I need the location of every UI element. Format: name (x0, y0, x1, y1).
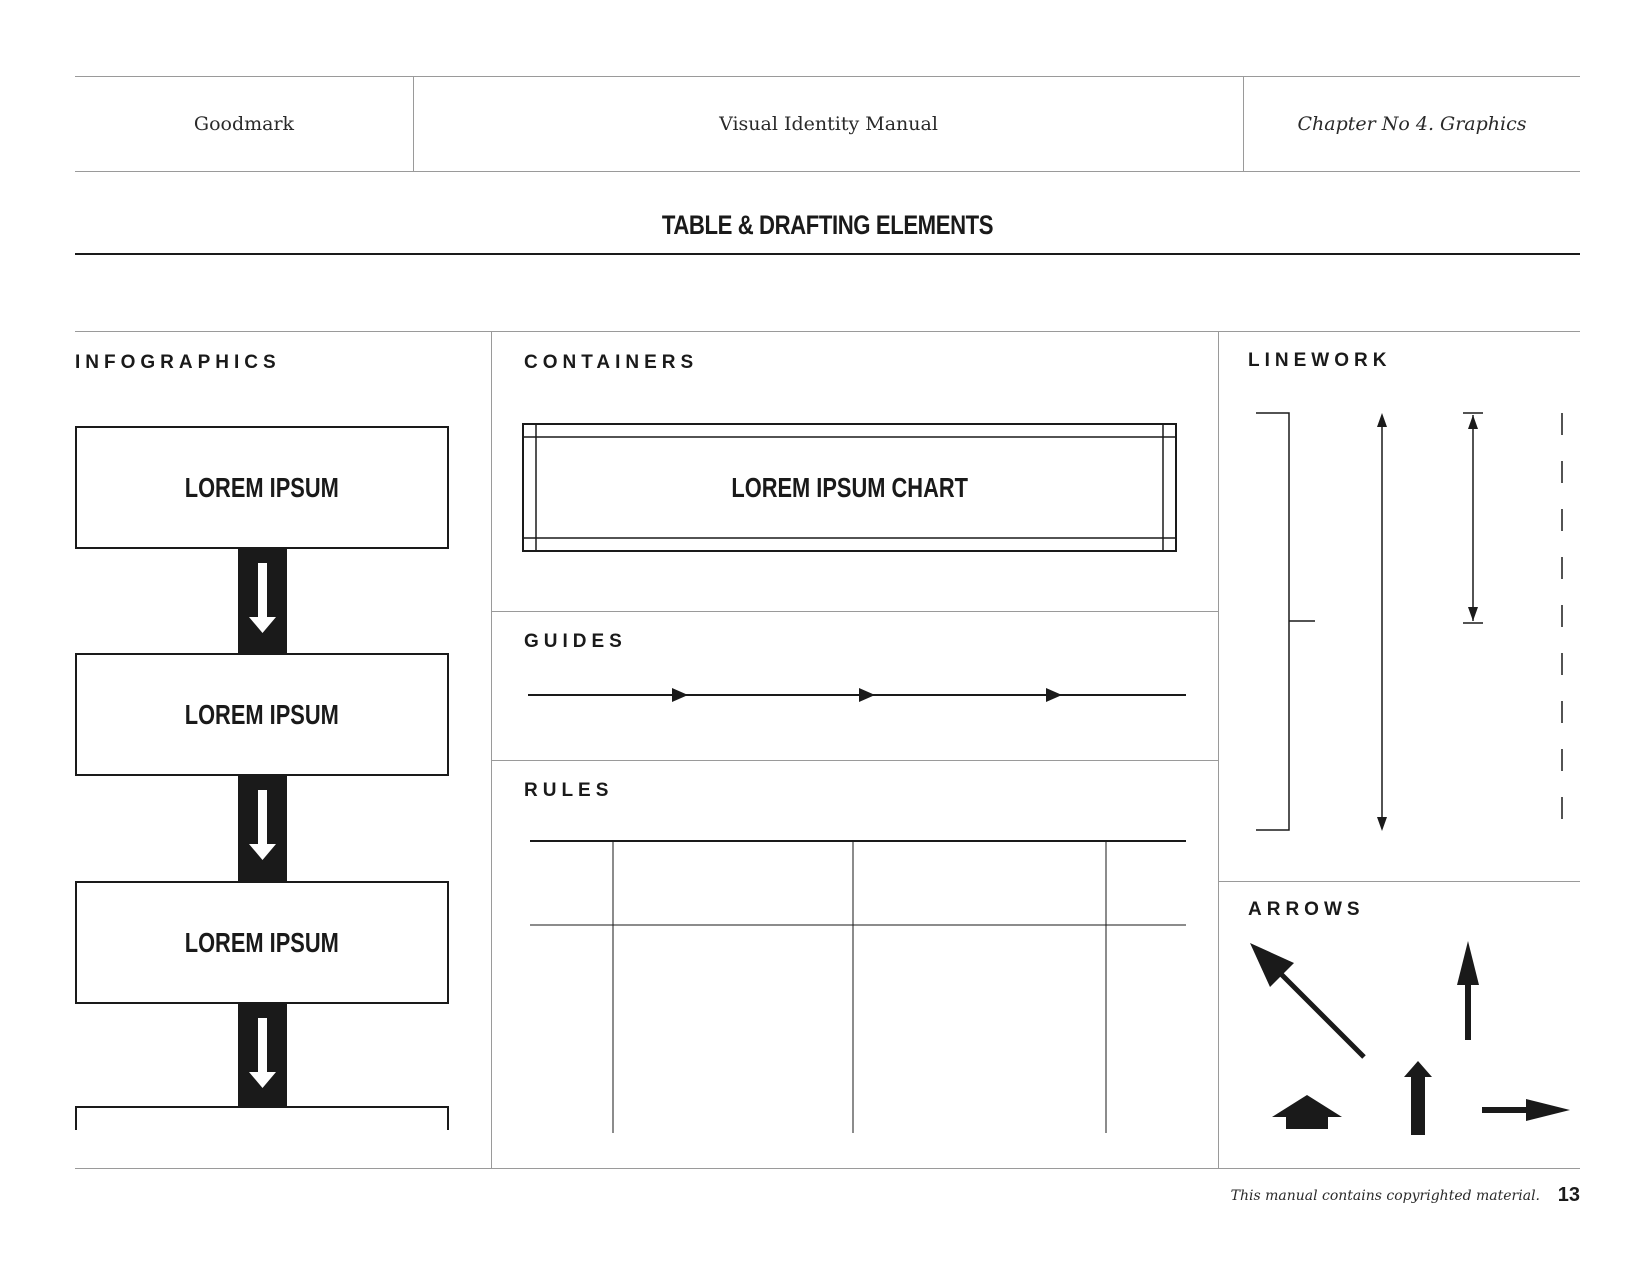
header-bottom-rule (75, 171, 1580, 172)
down-arrow-icon (238, 776, 287, 881)
diagonal-arrow-icon (1250, 943, 1364, 1057)
page-title: TABLE & DRAFTING ELEMENTS (661, 210, 994, 240)
infographic-box-text: LOREM IPSUM (184, 926, 340, 958)
column-divider-right (1218, 331, 1219, 1168)
chart-container-title-wrap (537, 438, 1163, 538)
guide-line (526, 684, 1188, 708)
double-arrow-line-icon (1377, 413, 1387, 831)
up-arrow-icon (1457, 941, 1479, 1040)
infographics-label: INFOGRAPHICS (75, 352, 281, 373)
guides-label: GUIDES (524, 631, 627, 652)
containers-label: CONTAINERS (524, 352, 699, 373)
guide-marker-icon (859, 688, 875, 702)
rules-table (528, 836, 1188, 1134)
page-number: 13 (1557, 1184, 1580, 1206)
linework-label: LINEWORK (1248, 350, 1392, 371)
rules-label: RULES (524, 780, 614, 801)
block-up-arrow-icon (1404, 1061, 1432, 1135)
dimension-line-icon (1463, 413, 1483, 623)
content-bottom-rule (75, 1168, 1580, 1169)
copyright-note: This manual contains copyrighted material. (1230, 1188, 1540, 1204)
right-arrow-icon (1482, 1099, 1570, 1121)
arrow-samples (1248, 935, 1578, 1140)
containers-guides-rule (491, 611, 1218, 612)
infographic-box (75, 653, 449, 776)
down-arrow-icon (238, 549, 287, 653)
infographic-box-text: LOREM IPSUM (184, 471, 340, 503)
header-manual-title: Visual Identity Manual (719, 113, 938, 135)
down-arrow-icon (238, 1004, 287, 1108)
guide-marker-icon (1046, 688, 1062, 702)
infographic-connector (238, 549, 287, 653)
guide-marker-icon (672, 688, 688, 702)
column-divider-left (491, 331, 492, 1168)
infographic-box-partial (75, 1106, 449, 1130)
infographic-connector (238, 776, 287, 881)
infographic-box-text: LOREM IPSUM (184, 698, 340, 730)
infographic-box (75, 426, 449, 549)
header-chapter: Chapter No 4. Graphics (1297, 113, 1527, 135)
house-arrow-icon (1272, 1095, 1342, 1129)
header-brand: Goodmark (193, 113, 295, 135)
page-title-rule (75, 253, 1580, 255)
infographic-box (75, 881, 449, 1004)
linework-arrows-rule (1218, 881, 1580, 882)
guides-rules-rule (491, 760, 1218, 761)
infographic-connector (238, 1004, 287, 1108)
content-top-rule (75, 331, 1580, 332)
linework-samples (1248, 405, 1578, 835)
arrows-label: ARROWS (1248, 899, 1365, 920)
chart-container-title: LOREM IPSUM CHART (731, 472, 969, 503)
bracket-icon (1256, 413, 1315, 830)
